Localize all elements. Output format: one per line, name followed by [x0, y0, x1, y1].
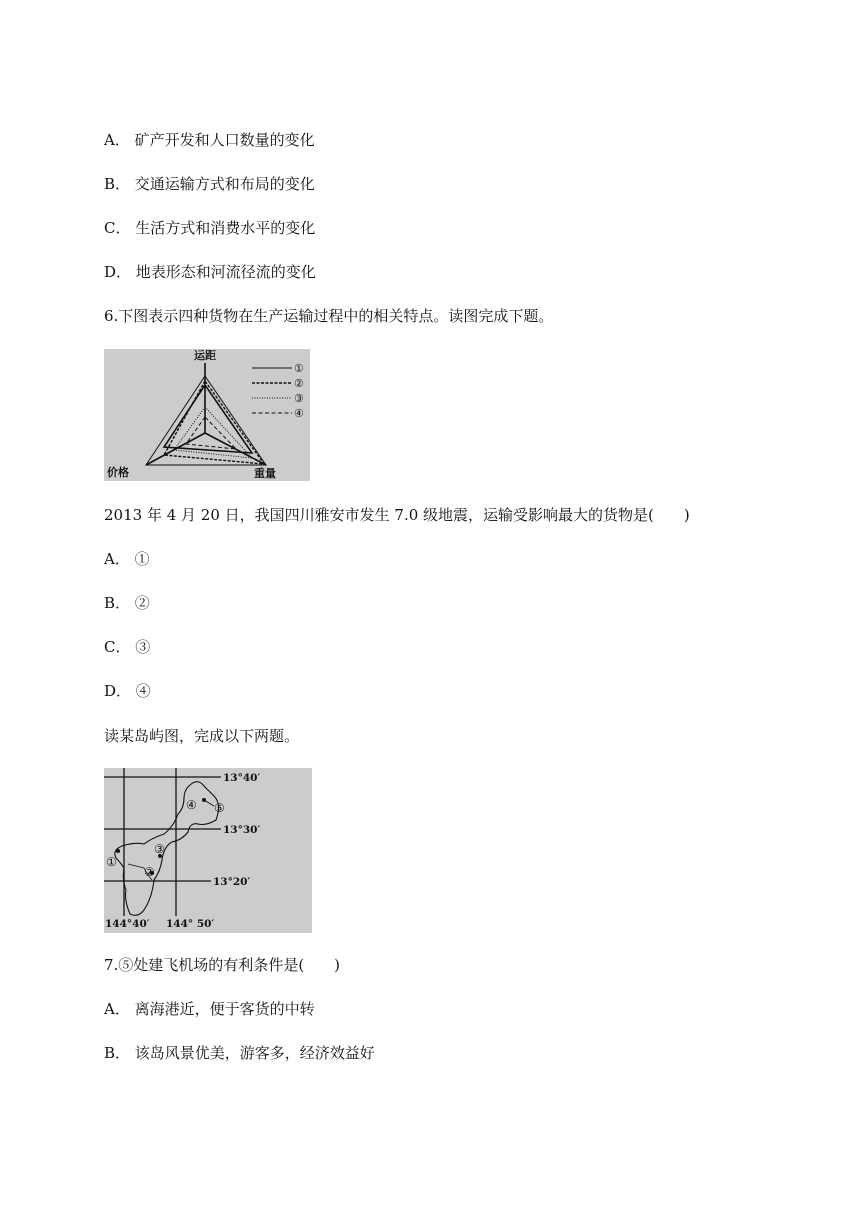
- point-label-5: ⑤: [214, 801, 225, 815]
- axis-label-distance: 运距: [194, 349, 216, 362]
- point-label-3: ③: [154, 842, 165, 856]
- series-1-inner: [164, 385, 252, 453]
- q6-option-b: B． ②: [104, 594, 150, 612]
- legend-label-2: ②: [294, 377, 304, 390]
- point-label-2: ②: [144, 865, 155, 879]
- series-2: [164, 381, 264, 464]
- q5-option-d: D． 地表形态和河流径流的变化: [104, 263, 316, 281]
- q6-option-a: A． ①: [104, 550, 150, 568]
- q6-option-c: C． ③: [104, 638, 151, 656]
- lon-label-144-40: 144°40′: [105, 918, 150, 930]
- lon-label-144-50: 144° 50′: [166, 918, 215, 930]
- q7-question: 7.⑤处建飞机场的有利条件是( ): [104, 956, 341, 974]
- point-label-4: ④: [186, 798, 197, 812]
- q6-question: 2013 年 4 月 20 日，我国四川雅安市发生 7.0 级地震，运输受影响最大的货物是( ): [104, 506, 690, 524]
- cargo-radar-figure: [104, 349, 310, 481]
- map-intro: 读某岛屿图，完成以下两题。: [104, 727, 300, 745]
- q7-option-a: A． 离海港近，便于客货的中转: [104, 1000, 315, 1018]
- legend-label-4: ④: [294, 407, 304, 420]
- island-outline: [115, 782, 219, 916]
- axis-label-weight: 重量: [254, 467, 276, 480]
- series-1: [146, 376, 266, 465]
- q5-option-b: B． 交通运输方式和布局的变化: [104, 175, 315, 193]
- point-label-1: ①: [106, 855, 117, 869]
- q7-option-b: B． 该岛风景优美，游客多，经济效益好: [104, 1044, 375, 1062]
- legend-label-3: ③: [294, 392, 304, 405]
- lat-label-13-30: 13°30′: [223, 824, 261, 836]
- q6-option-d: D． ④: [104, 682, 151, 700]
- lat-label-13-40: 13°40′: [223, 772, 261, 784]
- axis-label-price: 价格: [107, 466, 129, 479]
- q6-intro: 6.下图表示四种货物在生产运输过程中的相关特点。读图完成下题。: [104, 307, 554, 325]
- legend-label-1: ①: [294, 362, 304, 375]
- point-1-marker: [116, 849, 120, 853]
- island-map-figure: [104, 768, 312, 933]
- q5-option-a: A． 矿产开发和人口数量的变化: [104, 131, 315, 149]
- lat-label-13-20: 13°20′: [213, 876, 251, 888]
- q5-option-c: C． 生活方式和消费水平的变化: [104, 219, 316, 237]
